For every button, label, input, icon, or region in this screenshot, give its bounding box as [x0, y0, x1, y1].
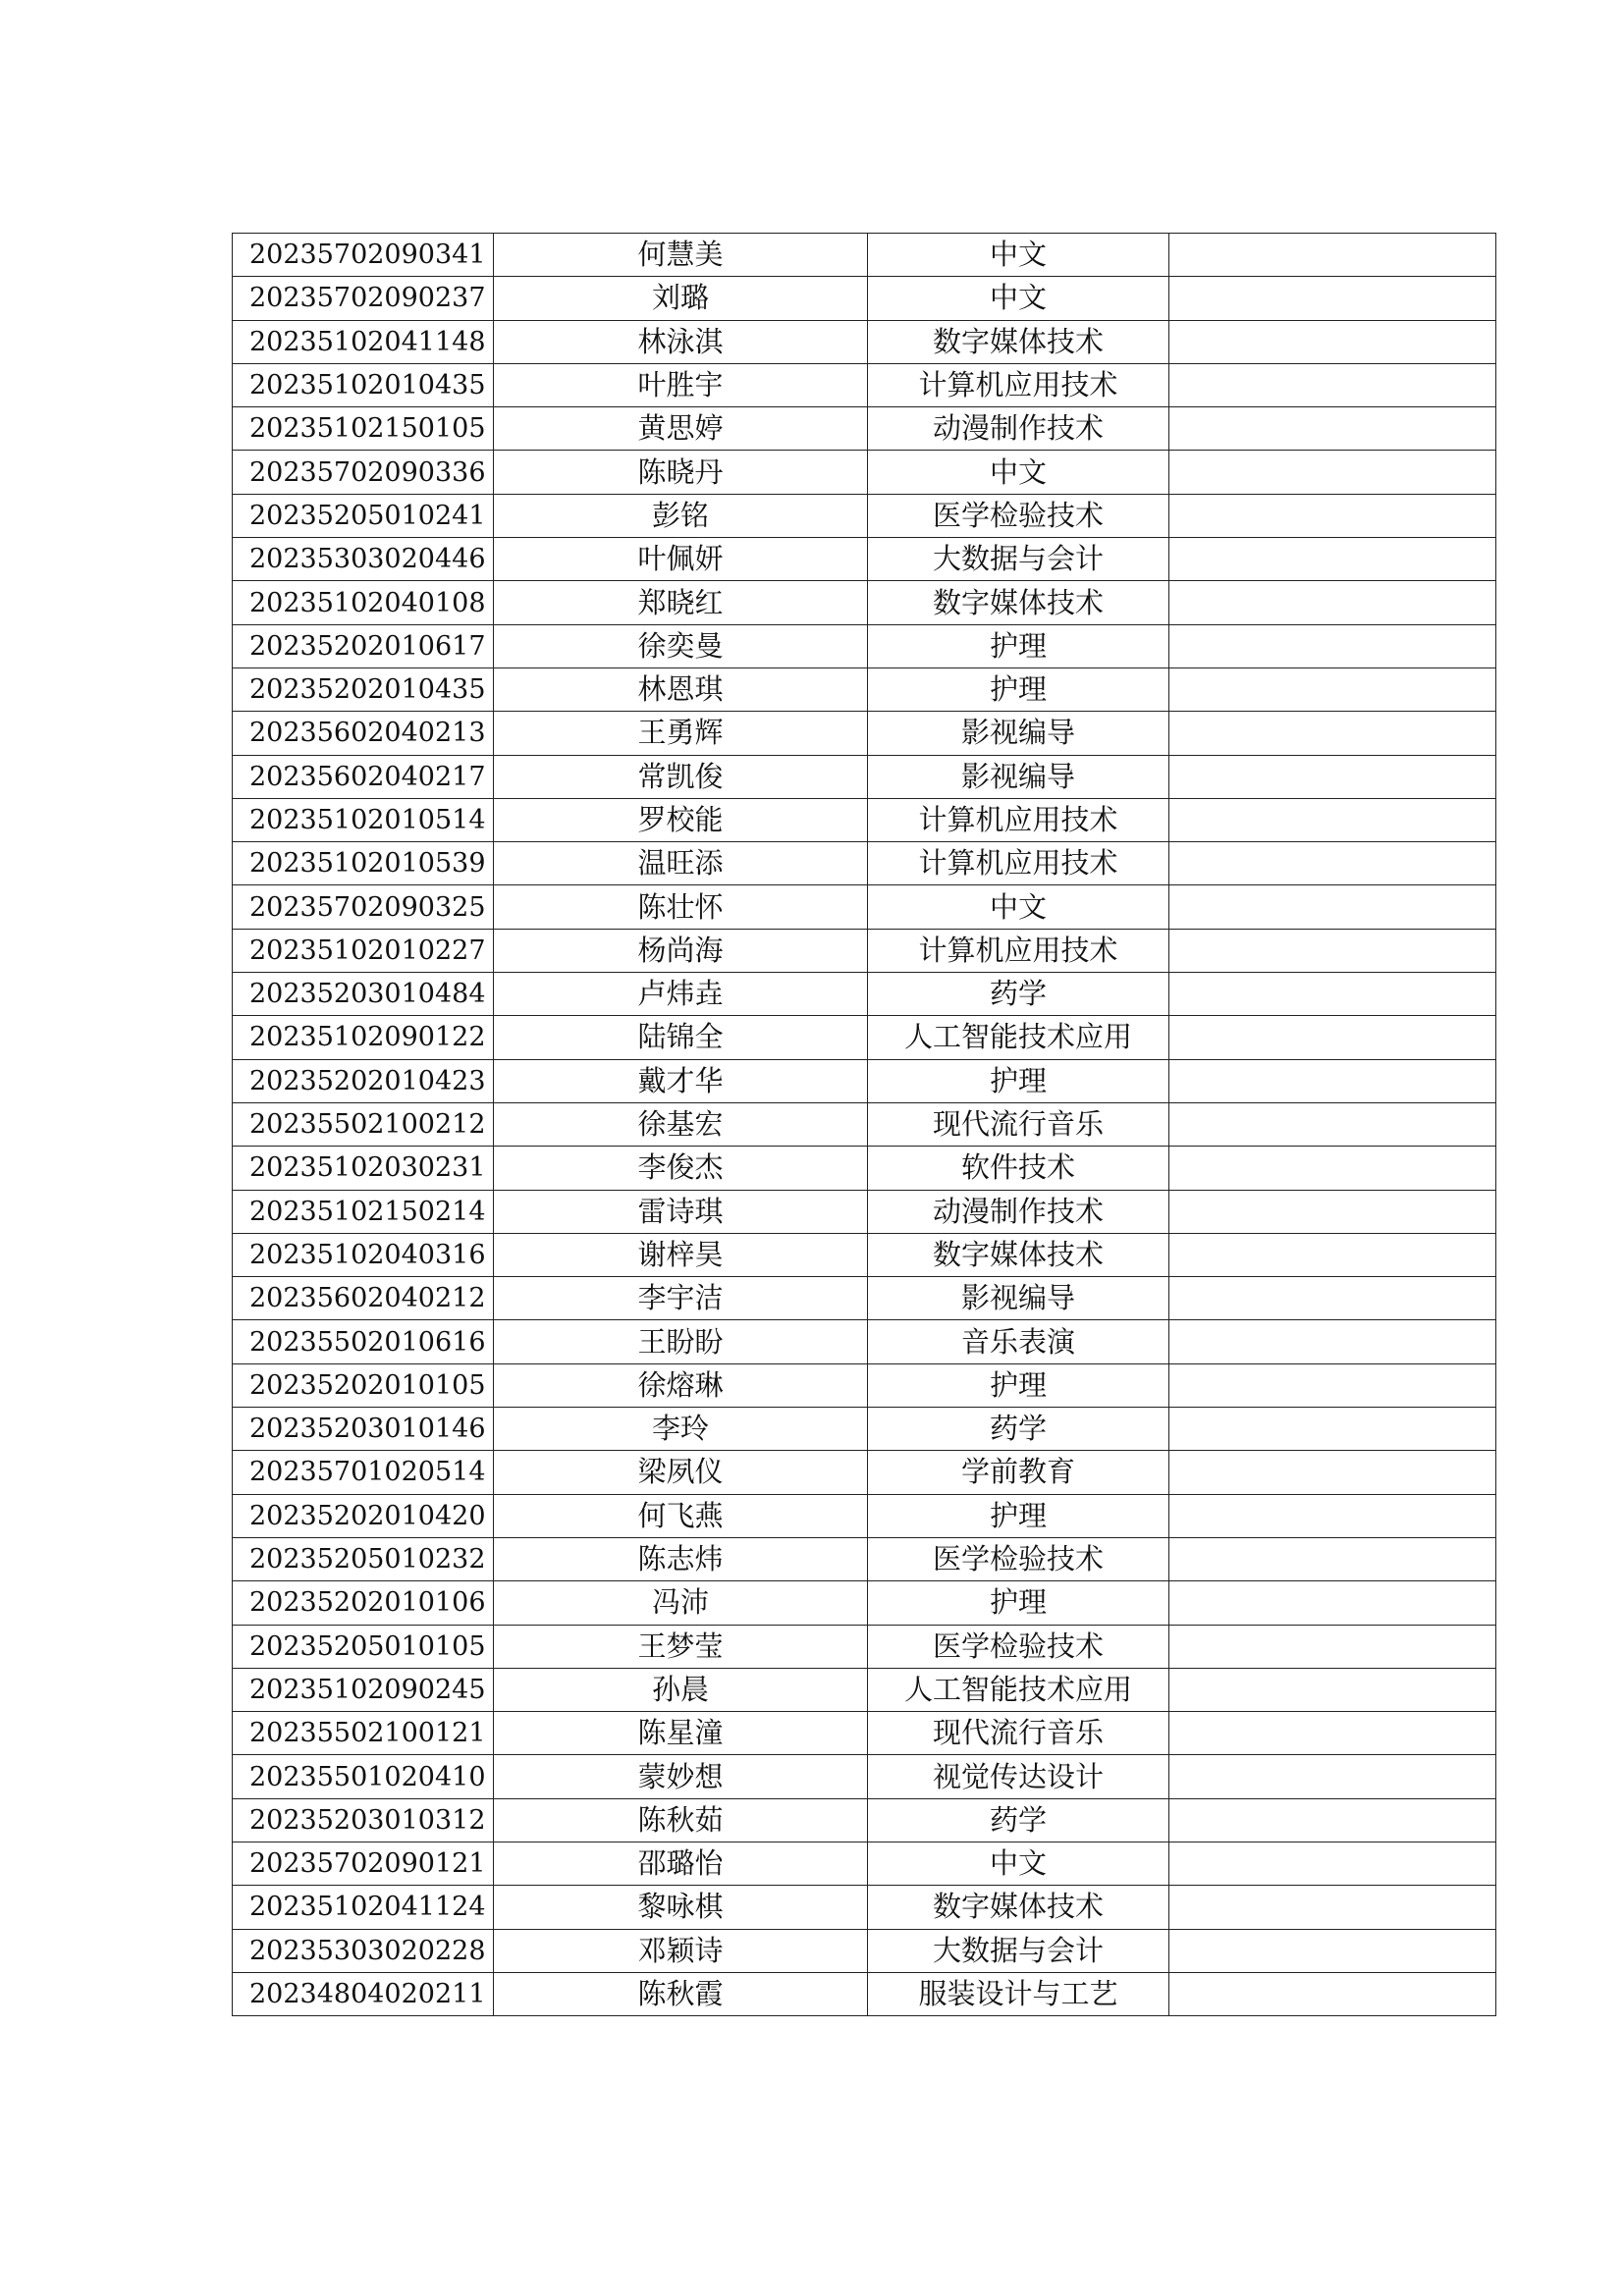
- table-row: [233, 1972, 1496, 2015]
- major-cell: 影视编导: [868, 712, 1169, 755]
- note-cell: [1169, 1929, 1496, 1972]
- student-id-cell: 20235205010232: [233, 1537, 494, 1580]
- student-name-cell: 陈晓丹: [494, 451, 868, 494]
- student-id-cell: 20235203010484: [233, 973, 494, 1016]
- student-id-cell: 20235202010617: [233, 624, 494, 667]
- major-cell: 中文: [868, 234, 1169, 277]
- major-cell: 数字媒体技术: [868, 1886, 1169, 1929]
- student-id-cell: 20235602040213: [233, 712, 494, 755]
- major-cell: 护理: [868, 1059, 1169, 1102]
- table-row: [233, 1190, 1496, 1233]
- note-cell: [1169, 1668, 1496, 1711]
- student-id-cell: 20235701020514: [233, 1451, 494, 1494]
- table-row: [233, 1408, 1496, 1451]
- table-row: [233, 885, 1496, 929]
- note-cell: [1169, 1712, 1496, 1755]
- note-cell: [1169, 1755, 1496, 1798]
- student-id-cell: 20235202010106: [233, 1581, 494, 1625]
- note-cell: [1169, 1451, 1496, 1494]
- major-cell: 现代流行音乐: [868, 1102, 1169, 1146]
- student-name-cell: 梁夙仪: [494, 1451, 868, 1494]
- table-row: [233, 407, 1496, 451]
- table-row: [233, 1102, 1496, 1146]
- major-cell: 软件技术: [868, 1147, 1169, 1190]
- student-id-cell: 20235102010435: [233, 363, 494, 406]
- note-cell: [1169, 1016, 1496, 1059]
- major-cell: 计算机应用技术: [868, 798, 1169, 841]
- note-cell: [1169, 624, 1496, 667]
- student-name-cell: 陆锦全: [494, 1016, 868, 1059]
- student-id-cell: 20235303020228: [233, 1929, 494, 1972]
- table-row: [233, 1712, 1496, 1755]
- major-cell: 现代流行音乐: [868, 1712, 1169, 1755]
- student-id-cell: 20235205010241: [233, 494, 494, 537]
- major-cell: 中文: [868, 451, 1169, 494]
- student-name-cell: 雷诗琪: [494, 1190, 868, 1233]
- table-row: [233, 234, 1496, 277]
- student-name-cell: 王梦莹: [494, 1625, 868, 1668]
- major-cell: 中文: [868, 277, 1169, 320]
- major-cell: 医学检验技术: [868, 1537, 1169, 1580]
- table-row: [233, 581, 1496, 624]
- major-cell: 护理: [868, 1581, 1169, 1625]
- note-cell: [1169, 494, 1496, 537]
- major-cell: 护理: [868, 667, 1169, 711]
- student-id-cell: 20234804020211: [233, 1972, 494, 2015]
- note-cell: [1169, 1102, 1496, 1146]
- student-id-cell: 20235102150214: [233, 1190, 494, 1233]
- note-cell: [1169, 929, 1496, 972]
- table-row: [233, 1494, 1496, 1537]
- note-cell: [1169, 798, 1496, 841]
- student-id-cell: 20235502100121: [233, 1712, 494, 1755]
- major-cell: 中文: [868, 1842, 1169, 1885]
- student-name-cell: 刘璐: [494, 277, 868, 320]
- student-name-cell: 黎咏棋: [494, 1886, 868, 1929]
- major-cell: 护理: [868, 624, 1169, 667]
- note-cell: [1169, 712, 1496, 755]
- student-list-body: [233, 234, 1496, 2016]
- student-name-cell: 陈志炜: [494, 1537, 868, 1580]
- student-name-cell: 叶胜宇: [494, 363, 868, 406]
- note-cell: [1169, 755, 1496, 798]
- note-cell: [1169, 885, 1496, 929]
- table-row: [233, 973, 1496, 1016]
- table-row: [233, 363, 1496, 406]
- student-id-cell: 20235303020446: [233, 538, 494, 581]
- major-cell: 动漫制作技术: [868, 407, 1169, 451]
- major-cell: 数字媒体技术: [868, 1233, 1169, 1276]
- student-name-cell: 林恩琪: [494, 667, 868, 711]
- note-cell: [1169, 1363, 1496, 1407]
- table-row: [233, 1668, 1496, 1711]
- note-cell: [1169, 581, 1496, 624]
- major-cell: 数字媒体技术: [868, 320, 1169, 363]
- note-cell: [1169, 1408, 1496, 1451]
- major-cell: 人工智能技术应用: [868, 1016, 1169, 1059]
- table-row: [233, 1798, 1496, 1842]
- table-row: [233, 1320, 1496, 1363]
- major-cell: 护理: [868, 1363, 1169, 1407]
- note-cell: [1169, 363, 1496, 406]
- table-row: [233, 277, 1496, 320]
- major-cell: 数字媒体技术: [868, 581, 1169, 624]
- table-row: [233, 755, 1496, 798]
- student-id-cell: 20235205010105: [233, 1625, 494, 1668]
- student-name-cell: 王盼盼: [494, 1320, 868, 1363]
- student-name-cell: 冯沛: [494, 1581, 868, 1625]
- student-name-cell: 常凯俊: [494, 755, 868, 798]
- note-cell: [1169, 667, 1496, 711]
- table-row: [233, 1016, 1496, 1059]
- student-name-cell: 何慧美: [494, 234, 868, 277]
- student-name-cell: 林泳淇: [494, 320, 868, 363]
- student-name-cell: 郑晓红: [494, 581, 868, 624]
- student-id-cell: 20235102040316: [233, 1233, 494, 1276]
- student-id-cell: 20235102030231: [233, 1147, 494, 1190]
- student-name-cell: 杨尚海: [494, 929, 868, 972]
- table-row: [233, 1755, 1496, 1798]
- student-id-cell: 20235602040212: [233, 1277, 494, 1320]
- student-id-cell: 20235102010227: [233, 929, 494, 972]
- student-name-cell: 陈壮怀: [494, 885, 868, 929]
- student-id-cell: 20235202010423: [233, 1059, 494, 1102]
- major-cell: 视觉传达设计: [868, 1755, 1169, 1798]
- major-cell: 计算机应用技术: [868, 363, 1169, 406]
- student-name-cell: 卢炜垚: [494, 973, 868, 1016]
- table-row: [233, 624, 1496, 667]
- table-row: [233, 494, 1496, 537]
- table-row: [233, 929, 1496, 972]
- student-name-cell: 李宇洁: [494, 1277, 868, 1320]
- major-cell: 药学: [868, 1798, 1169, 1842]
- table-row: [233, 1581, 1496, 1625]
- student-name-cell: 陈秋茹: [494, 1798, 868, 1842]
- student-id-cell: 20235203010312: [233, 1798, 494, 1842]
- student-id-cell: 20235102090122: [233, 1016, 494, 1059]
- student-id-cell: 20235202010435: [233, 667, 494, 711]
- table-row: [233, 538, 1496, 581]
- note-cell: [1169, 538, 1496, 581]
- student-name-cell: 徐熔琳: [494, 1363, 868, 1407]
- major-cell: 影视编导: [868, 755, 1169, 798]
- table-row: [233, 1842, 1496, 1885]
- major-cell: 音乐表演: [868, 1320, 1169, 1363]
- note-cell: [1169, 1147, 1496, 1190]
- student-name-cell: 戴才华: [494, 1059, 868, 1102]
- student-id-cell: 20235502010616: [233, 1320, 494, 1363]
- note-cell: [1169, 1190, 1496, 1233]
- student-name-cell: 蒙妙想: [494, 1755, 868, 1798]
- major-cell: 大数据与会计: [868, 538, 1169, 581]
- table-row: [233, 798, 1496, 841]
- major-cell: 服装设计与工艺: [868, 1972, 1169, 2015]
- student-name-cell: 徐奕曼: [494, 624, 868, 667]
- student-name-cell: 陈秋霞: [494, 1972, 868, 2015]
- table-row: [233, 667, 1496, 711]
- note-cell: [1169, 451, 1496, 494]
- student-id-cell: 20235502100212: [233, 1102, 494, 1146]
- note-cell: [1169, 277, 1496, 320]
- table-row: [233, 1363, 1496, 1407]
- note-cell: [1169, 1798, 1496, 1842]
- student-name-cell: 罗校能: [494, 798, 868, 841]
- table-row: [233, 1625, 1496, 1668]
- table-row: [233, 842, 1496, 885]
- note-cell: [1169, 842, 1496, 885]
- major-cell: 护理: [868, 1494, 1169, 1537]
- major-cell: 学前教育: [868, 1451, 1169, 1494]
- student-id-cell: 20235102041148: [233, 320, 494, 363]
- student-name-cell: 谢梓昊: [494, 1233, 868, 1276]
- note-cell: [1169, 1537, 1496, 1580]
- student-name-cell: 彭铭: [494, 494, 868, 537]
- student-name-cell: 叶佩妍: [494, 538, 868, 581]
- table-row: [233, 451, 1496, 494]
- student-id-cell: 20235702090237: [233, 277, 494, 320]
- student-id-cell: 20235702090325: [233, 885, 494, 929]
- note-cell: [1169, 1581, 1496, 1625]
- note-cell: [1169, 320, 1496, 363]
- student-id-cell: 20235702090336: [233, 451, 494, 494]
- note-cell: [1169, 1320, 1496, 1363]
- student-name-cell: 邓颖诗: [494, 1929, 868, 1972]
- major-cell: 动漫制作技术: [868, 1190, 1169, 1233]
- student-id-cell: 20235202010105: [233, 1363, 494, 1407]
- note-cell: [1169, 1972, 1496, 2015]
- student-id-cell: 20235102040108: [233, 581, 494, 624]
- table-row: [233, 1233, 1496, 1276]
- note-cell: [1169, 407, 1496, 451]
- note-cell: [1169, 1625, 1496, 1668]
- major-cell: 药学: [868, 1408, 1169, 1451]
- major-cell: 影视编导: [868, 1277, 1169, 1320]
- student-id-cell: 20235501020410: [233, 1755, 494, 1798]
- table-row: [233, 1929, 1496, 1972]
- student-list-table: [232, 233, 1496, 2016]
- note-cell: [1169, 234, 1496, 277]
- table-row: [233, 320, 1496, 363]
- student-name-cell: 何飞燕: [494, 1494, 868, 1537]
- major-cell: 计算机应用技术: [868, 929, 1169, 972]
- student-id-cell: 20235602040217: [233, 755, 494, 798]
- note-cell: [1169, 1233, 1496, 1276]
- student-name-cell: 徐基宏: [494, 1102, 868, 1146]
- major-cell: 大数据与会计: [868, 1929, 1169, 1972]
- student-name-cell: 孙晨: [494, 1668, 868, 1711]
- major-cell: 计算机应用技术: [868, 842, 1169, 885]
- table-row: [233, 1451, 1496, 1494]
- table-row: [233, 1537, 1496, 1580]
- note-cell: [1169, 1494, 1496, 1537]
- student-name-cell: 李玲: [494, 1408, 868, 1451]
- table-row: [233, 1059, 1496, 1102]
- note-cell: [1169, 1277, 1496, 1320]
- note-cell: [1169, 1059, 1496, 1102]
- student-name-cell: 陈星潼: [494, 1712, 868, 1755]
- major-cell: 药学: [868, 973, 1169, 1016]
- table-row: [233, 1277, 1496, 1320]
- student-name-cell: 邵璐怡: [494, 1842, 868, 1885]
- student-name-cell: 李俊杰: [494, 1147, 868, 1190]
- student-id-cell: 20235102150105: [233, 407, 494, 451]
- student-name-cell: 王勇辉: [494, 712, 868, 755]
- note-cell: [1169, 1842, 1496, 1885]
- student-id-cell: 20235203010146: [233, 1408, 494, 1451]
- major-cell: 医学检验技术: [868, 1625, 1169, 1668]
- major-cell: 人工智能技术应用: [868, 1668, 1169, 1711]
- table-row: [233, 712, 1496, 755]
- student-id-cell: 20235102090245: [233, 1668, 494, 1711]
- major-cell: 医学检验技术: [868, 494, 1169, 537]
- table-row: [233, 1147, 1496, 1190]
- student-id-cell: 20235102010514: [233, 798, 494, 841]
- major-cell: 中文: [868, 885, 1169, 929]
- student-name-cell: 温旺添: [494, 842, 868, 885]
- note-cell: [1169, 1886, 1496, 1929]
- student-id-cell: 20235102010539: [233, 842, 494, 885]
- note-cell: [1169, 973, 1496, 1016]
- student-name-cell: 黄思婷: [494, 407, 868, 451]
- student-id-cell: 20235702090121: [233, 1842, 494, 1885]
- table-row: [233, 1886, 1496, 1929]
- student-id-cell: 20235702090341: [233, 234, 494, 277]
- student-id-cell: 20235202010420: [233, 1494, 494, 1537]
- student-id-cell: 20235102041124: [233, 1886, 494, 1929]
